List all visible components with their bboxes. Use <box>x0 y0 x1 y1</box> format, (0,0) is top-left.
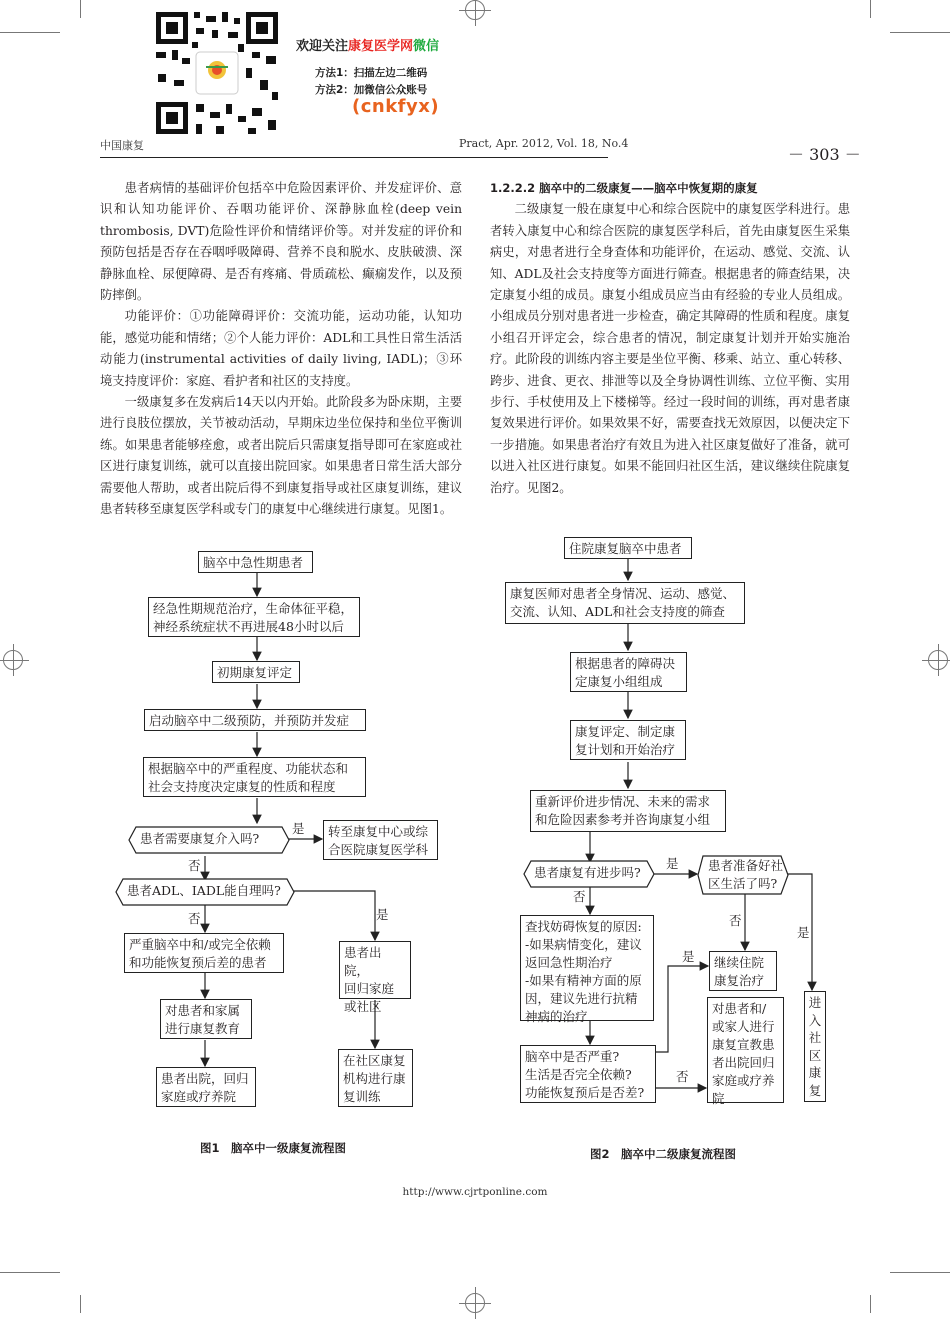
fig1-decision-need-rehab-label: 患者需要康复介入吗? <box>140 831 260 846</box>
fig2-box-continue-inpatient: 继续住院 康复治疗 <box>709 951 777 991</box>
fig2-box-reevaluate: 重新评价进步情况、未来的需求 和危险因素参考并咨询康复小组 <box>530 790 726 832</box>
fig2-decision-progress-label: 患者康复有进步吗? <box>534 865 641 880</box>
fig1-box-rehab-decision: 根据脑卒中的严重程度、功能状态和 社会支持度决定康复的性质和程度 <box>143 757 366 797</box>
fig1-box-acute-treatment: 经急性期规范治疗，生命体征平稳， 神经系统症状不再进展48小时以后 <box>148 597 360 637</box>
fig2-box-plan-treatment: 康复评定、制定康 复计划和开始治疗 <box>570 720 686 760</box>
promo-method-1: 方法1：扫描左边二维码 <box>315 67 428 79</box>
paragraph: 二级康复一般在康复中心和综合医院中的康复医学科进行。患者转入康复中心和综合医院的康复医学科后，首先由康复医生采集病史，对患者进行全身查体和功能评价，在运动、感觉、交流、认知、ADL及社会支持度等方面进行筛查。根据患者的筛查结果，决定康复小组的成员。康复小组成员应当由有经验的专业人员组成。小组成员分别对患者进一步检查，确定其障碍的性质和程度。康复小组召开评定会，综合患者的情况，制定康复计划并开始实施治疗。此阶段的训练内容主要是坐位平衡、移乘、站立、重心转移、跨步、进食、更衣、排泄等以及全身协调性训练、立位平衡、实用步行、手杖使用及上下楼梯等。经过一段时间的训练，再对患者康复效果进行评价。如果效果不好，需要查找无效原因，以便决定下一步措施。如果患者治疗有效且为进入社区康复做好了准备，就可以进入社区进行康复。如果不能回归社区生活，建议继续住院康复治疗。见图2。 <box>490 202 850 495</box>
promo-account-id: (cnkfyx) <box>352 96 440 117</box>
fig2-yes-label: 是 <box>797 925 810 940</box>
fig1-box-acute-patient: 脑卒中急性期患者 <box>198 551 313 573</box>
paragraph: 患者病情的基础评价包括卒中危险因素评价、并发症评价、意识和认知功能评价、吞咽功能评价、深静脉血栓(deep vein thrombosis, DVT)危险性评价和情绪评价等。对并发症的评价和预防包括是否存在吞咽呼吸障碍、营养不良和脱水、皮肤破溃、深静脉血栓、尿便障碍、是否有疼痛、骨质疏松、癫痫发作，以及预防摔倒。 <box>100 181 462 303</box>
paragraph: 一级康复多在发病后14天以内开始。此阶段多为卧床期，主要进行良肢位摆放，关节被动活动，早期床边坐位保持和坐位平衡训练。如果患者能够痊愈，或者出院后只需康复指导即可在家庭或社区进行康复训练，就可以直接出院回家。如果患者日常生活大部分需要他人帮助，或者出院后得不到康复指导或社区康复训练，建议患者转移至康复医学科或专门的康复中心继续进行康复。见图1。 <box>100 395 462 517</box>
fig1-decision-adl-label: 患者ADL、IADL能自理吗? <box>127 883 281 898</box>
fig1-box-severe-stroke: 严重脑卒中和/或完全依赖 和功能恢复预后差的患者 <box>124 933 284 973</box>
fig1-box-transfer-rehab-center: 转至康复中心或综 合医院康复医学科 <box>323 820 438 860</box>
fig2-box-severity-check: 脑卒中是否严重? 生活是否完全依赖? 功能恢复预后是否差? <box>520 1045 656 1103</box>
fig1-box-discharge-home: 患者出院， 回归家庭 或社区 <box>339 941 411 999</box>
fig1-no-label: 否 <box>188 858 201 873</box>
fig2-box-education-discharge: 对患者和/ 或家人进行 康复宣教患 者出院回归 家庭或疗养 院 <box>707 997 784 1103</box>
fig2-yes-label: 是 <box>682 949 695 964</box>
fig2-caption: 图2 脑卒中二级康复流程图 <box>590 1147 737 1161</box>
journal-header-left: 中国康复 <box>100 139 144 152</box>
fig2-box-team-formation: 根据患者的障碍决 定康复小组组成 <box>570 652 687 692</box>
fig1-box-discharge-nursing: 患者出院，回归 家庭或疗养院 <box>156 1067 256 1107</box>
promo-title: 欢迎关注康复医学网微信 <box>296 39 440 54</box>
fig2-no-label: 否 <box>729 913 742 928</box>
footer-url[interactable]: http://www.cjrtponline.com <box>402 1186 548 1198</box>
promo-method-2: 方法2：加微信公众账号 <box>315 84 428 96</box>
fig2-box-enter-community: 进 入 社 区 康 复 <box>804 991 826 1102</box>
fig1-box-initial-assessment: 初期康复评定 <box>212 661 300 683</box>
fig1-no-label: 否 <box>188 911 201 926</box>
fig1-yes-label: 是 <box>292 821 305 836</box>
fig2-yes-label: 是 <box>666 856 679 871</box>
fig1-yes-label: 是 <box>376 907 389 922</box>
fig2-box-inpatient: 住院康复脑卒中患者 <box>564 537 692 559</box>
fig1-box-family-education: 对患者和家属 进行康复教育 <box>160 999 252 1039</box>
fig1-caption: 图1 脑卒中一级康复流程图 <box>200 1141 347 1155</box>
fig2-box-screening: 康复医师对患者全身情况、运动、感觉、 交流、认知、ADL和社会支持度的筛查 <box>505 582 745 624</box>
page-number: － 303 － <box>788 145 861 164</box>
fig2-no-label: 否 <box>573 889 586 904</box>
fig2-no-label: 否 <box>676 1069 689 1084</box>
section-heading: 1.2.2.2 脑卒中的二级康复——脑卒中恢复期的康复 <box>490 181 758 195</box>
fig2-box-find-causes: 查找妨碍恢复的原因: -如果病情变化，建议 返回急性期治疗 -如果有精神方面的原 因，建议先进行抗精 神病的治疗 <box>520 915 654 1021</box>
fig1-box-secondary-prevention: 启动脑卒中二级预防，并预防并发症 <box>144 709 366 731</box>
paragraph: 功能评价：①功能障碍评价：交流功能，运动功能，认知功能，感觉功能和情绪；②个人能力评价：ADL和工具性日常生活活动能力(instrumental activities of daily living, IADL)；③环境支持度评价：家庭、看护者和社区的支持度。 <box>100 309 462 388</box>
fig1-box-community-rehab: 在社区康复 机构进行康 复训练 <box>338 1049 413 1107</box>
fig2-decision-community-label: 患者准备好社 区生活了吗? <box>708 858 784 891</box>
journal-header-right: Pract, Apr. 2012, Vol. 18, No.4 <box>459 137 629 150</box>
